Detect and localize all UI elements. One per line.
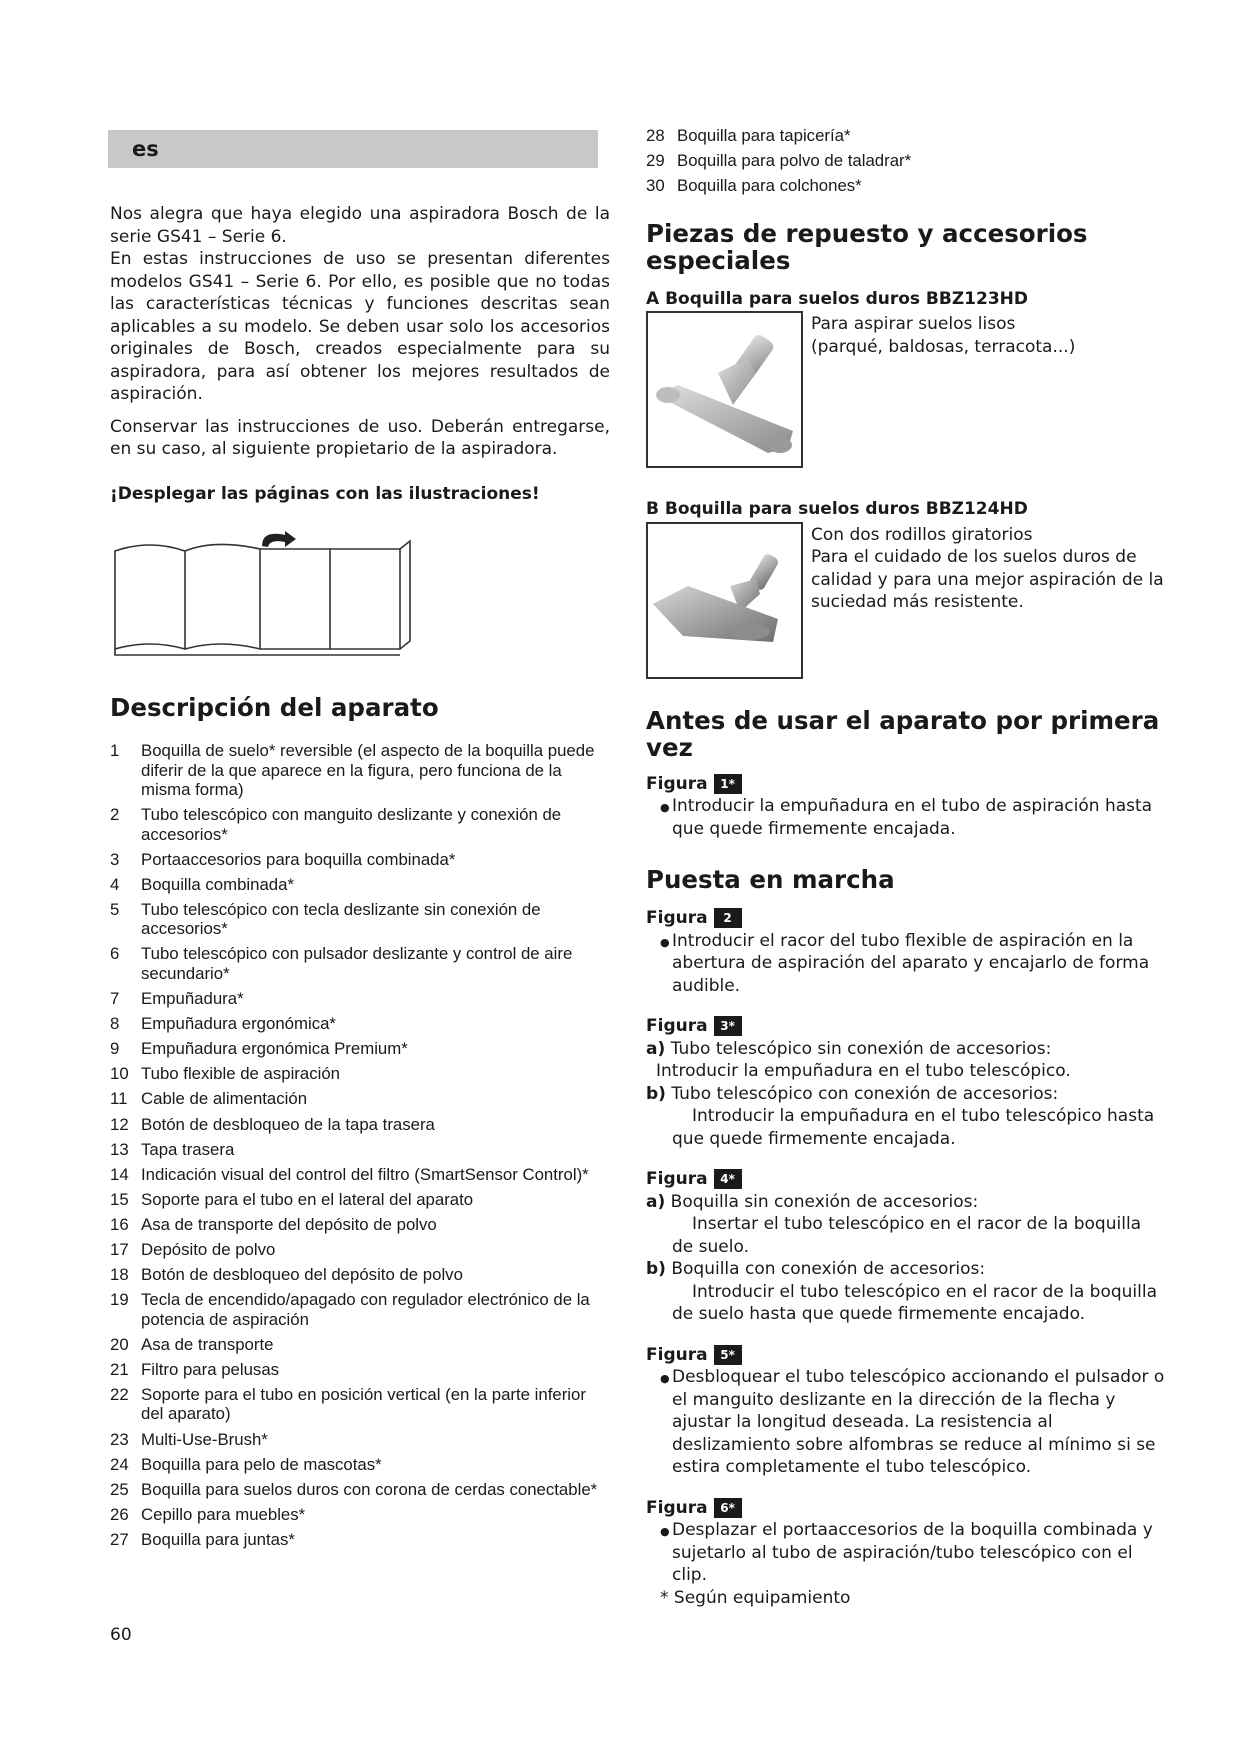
item-text: Boquilla combinada* (141, 874, 294, 894)
description-list-continued (646, 126, 1166, 196)
item-text: Tubo telescópico con manguito deslizante y conexión de accesorios* (141, 805, 562, 844)
description-item (110, 850, 610, 870)
figure-6-step: ● Desplazar el portaaccesorios de la boquilla combinada y sujetarlo al tubo de aspiración/tubo telescópico con el clip. (646, 1519, 1166, 1587)
figure-4-b-step: Introducir el tubo telescópico en el racor de la boquilla de suelo hasta que quede firmemente encajado. (672, 1281, 1158, 1325)
item-text: Empuñadura* (141, 989, 244, 1009)
figure-1-label (646, 773, 1166, 796)
figure-label: Figura (646, 1344, 708, 1365)
description-item (110, 1385, 610, 1424)
item-number: 10 (110, 1064, 129, 1084)
figure-label: Figura (646, 773, 708, 794)
description-item (110, 1115, 610, 1135)
item-text: Tubo telescópico con pulsador deslizante y control de aire secundario* (141, 944, 573, 983)
intro-paragraph-3: Conservar las instrucciones de uso. Deberán entregarse, en su caso, al siguiente propietario de la aspiradora. (110, 416, 610, 459)
footnote: * Según equipamiento (660, 1587, 851, 1608)
figure-1-step: ● Introducir la empuñadura en el tubo de aspiración hasta que quede firmemente encajada. (646, 795, 1166, 840)
figure-3-a (646, 1038, 1166, 1061)
item-text: Empuñadura ergonómica* (141, 1014, 336, 1034)
figure-4-label (646, 1168, 1166, 1191)
description-item (110, 1240, 610, 1260)
spare-parts-title: Piezas de repuesto y accesorios especiales (646, 218, 1088, 275)
figure-3-a-text: Tubo telescópico sin conexión de accesorios: (670, 1038, 1052, 1059)
item-number: 12 (110, 1114, 129, 1134)
description-item (110, 1215, 610, 1235)
intro-section (110, 203, 610, 461)
description-item (110, 1530, 610, 1550)
item-number: 24 (110, 1454, 129, 1474)
intro-paragraph-2: En estas instrucciones de uso se presentan diferentes modelos GS41 – Serie 6. Por ello, es posible que no todas las características técnicas y funciones descritas sean aplicables a su modelo. Se deben usar solo los accesorios originales de Bosch, creados especialmente para su aspiradora, para así obtener los mejores resultados de aspiración. (110, 249, 610, 404)
accessory-a (646, 313, 1166, 468)
hard-floor-nozzle-a-image (646, 311, 803, 468)
item-text: Indicación visual del control del filtro (SmartSensor Control)* (141, 1164, 589, 1184)
figure-6-label (646, 1497, 1166, 1520)
description-item (110, 944, 610, 983)
figure-label: Figura (646, 1016, 708, 1037)
figure-5-badge: 5* (714, 1345, 742, 1365)
item-number: 7 (110, 989, 120, 1009)
figure-4-b (646, 1258, 1166, 1281)
description-item (110, 1064, 610, 1084)
figure-label: Figura (646, 1497, 708, 1518)
description-item (646, 126, 1166, 146)
figure-1-badge: 1* (714, 774, 742, 794)
item-text: Portaaccesorios para boquilla combinada* (141, 849, 456, 869)
item-text: Boquilla para tapicería* (677, 126, 851, 145)
description-item (110, 1140, 610, 1160)
description-item (110, 1430, 610, 1450)
startup-title: Puesta en marcha (646, 865, 895, 895)
item-text: Multi-Use-Brush* (141, 1429, 268, 1449)
item-number: 8 (110, 1014, 120, 1034)
item-text: Boquilla de suelo* reversible (el aspecto de la boquilla puede diferir de la que aparece en la figura, pero funciona de la misma forma) (141, 741, 595, 799)
option-b-key: b) (646, 1259, 666, 1280)
description-item (110, 1014, 610, 1034)
first-use-title: Antes de usar el aparato por primera vez (646, 705, 1160, 762)
item-text: Tubo flexible de aspiración (141, 1064, 341, 1084)
description-item (110, 1039, 610, 1059)
figure-5-step: ● Desbloquear el tubo telescópico accionando el pulsador o el manguito deslizante en la dirección de la flecha y ajustar la longitud deseada. La resistencia al deslizamiento sobre alfombras se reduce al mínimo si se estira completamente el tubo telescópico. (646, 1366, 1166, 1479)
option-b-key: b) (646, 1083, 666, 1104)
description-item (110, 1360, 610, 1380)
description-item (110, 1505, 610, 1525)
item-text: Soporte para el tubo en posición vertical (en la parte inferior del aparato) (141, 1384, 586, 1424)
item-text: Boquilla para juntas* (141, 1529, 295, 1549)
figure-3-b (646, 1083, 1166, 1106)
unfold-notice: ¡Desplegar las páginas con las ilustraciones! (110, 483, 540, 504)
item-text: Boquilla para suelos duros con corona de cerdas conectable* (141, 1479, 598, 1499)
item-number: 1 (110, 741, 120, 760)
option-a-key: a) (646, 1038, 666, 1059)
item-number: 9 (110, 1039, 120, 1059)
item-text: Filtro para pelusas (141, 1359, 280, 1379)
item-text: Boquilla para polvo de taladrar* (677, 151, 912, 171)
item-number: 15 (110, 1189, 129, 1209)
item-number: 13 (110, 1139, 129, 1159)
item-number: 11 (110, 1089, 128, 1109)
unfold-pages-illustration (110, 531, 610, 660)
accessory-a-description (811, 313, 1075, 358)
description-item (646, 176, 1166, 196)
item-text: Botón de desbloqueo del depósito de polvo (141, 1265, 463, 1285)
item-number: 17 (110, 1240, 129, 1259)
language-code: es (132, 137, 159, 161)
item-number: 25 (110, 1479, 129, 1499)
accessory-b-desc-2: Para el cuidado de los suelos duros de calidad y para una mejor aspiración de la suciedad más resistente. (811, 547, 1164, 613)
item-number: 23 (110, 1429, 129, 1449)
description-item (110, 1480, 610, 1500)
item-text: Depósito de polvo (141, 1240, 276, 1259)
item-text: Asa de transporte del depósito de polvo (141, 1214, 437, 1234)
figure-3-a-step: Introducir la empuñadura en el tubo telescópico. (656, 1061, 1071, 1082)
figure-2-step: ● Introducir el racor del tubo flexible de aspiración en la abertura de aspiración del aparato y encajarlo de forma audible. (646, 930, 1166, 998)
figure-3-badge: 3* (714, 1016, 742, 1036)
item-number: 16 (110, 1214, 129, 1234)
description-item (110, 875, 610, 895)
figure-label: Figura (646, 908, 708, 929)
item-text: Tubo telescópico con tecla deslizante sin conexión de accesorios* (141, 899, 541, 939)
description-item (110, 1335, 610, 1355)
item-number: 30 (646, 176, 665, 196)
item-number: 27 (110, 1529, 129, 1549)
description-item (110, 805, 610, 844)
accessory-a-title: A Boquilla para suelos duros BBZ123HD (646, 288, 1029, 309)
description-item (110, 1455, 610, 1475)
item-text: Empuñadura ergonómica Premium* (141, 1039, 408, 1059)
item-text: Boquilla para pelo de mascotas* (141, 1454, 382, 1474)
item-number: 22 (110, 1384, 129, 1404)
description-item (110, 1290, 610, 1329)
item-number: 4 (110, 874, 120, 894)
accessory-a-desc-1: Para aspirar suelos lisos (811, 314, 1016, 335)
description-item (110, 741, 610, 800)
hard-floor-nozzle-b-image (646, 522, 803, 679)
description-item (110, 900, 610, 939)
item-number: 3 (110, 849, 120, 869)
item-text: Botón de desbloqueo de la tapa trasera (141, 1114, 435, 1134)
description-list (110, 741, 610, 1549)
figure-3-b-step: Introducir la empuñadura en el tubo telescópico hasta que quede firmemente encajada. (672, 1106, 1155, 1149)
item-text: Soporte para el tubo en el lateral del aparato (141, 1189, 474, 1209)
item-number: 20 (110, 1334, 129, 1354)
figure-4-b-text: Boquilla con conexión de accesorios: (671, 1259, 986, 1280)
figure-2-badge: 2 (714, 908, 742, 928)
item-number: 5 (110, 899, 120, 919)
item-number: 14 (110, 1164, 129, 1184)
language-header-bar (108, 130, 598, 168)
accessory-b-desc-1: Con dos rodillos giratorios (811, 524, 1033, 545)
description-item (110, 1165, 610, 1185)
right-column (646, 126, 1166, 1609)
item-number: 2 (110, 805, 120, 825)
figure-2-label (646, 907, 1166, 930)
description-item (110, 989, 610, 1009)
figure-4-a-step: Insertar el tubo telescópico en el racor de la boquilla de suelo. (672, 1214, 1142, 1257)
item-number: 28 (646, 126, 665, 145)
item-text: Tapa trasera (141, 1139, 235, 1159)
item-text: Cepillo para muebles* (141, 1504, 306, 1524)
description-item (110, 1089, 610, 1109)
item-text: Tecla de encendido/apagado con regulador electrónico de la potencia de aspiración (141, 1290, 590, 1329)
item-number: 18 (110, 1265, 129, 1285)
accessory-a-desc-2: (parqué, baldosas, terracota...) (811, 336, 1076, 357)
description-item (110, 1190, 610, 1210)
item-text: Boquilla para colchones* (677, 176, 862, 196)
accessory-b-title: B Boquilla para suelos duros BBZ124HD (646, 499, 1028, 520)
item-number: 6 (110, 944, 120, 964)
item-text: Asa de transporte (141, 1334, 274, 1354)
figure-6-badge: 6* (714, 1498, 742, 1518)
figure-4-a-text: Boquilla sin conexión de accesorios: (670, 1191, 979, 1212)
figure-5-label (646, 1344, 1166, 1367)
figure-3-label (646, 1015, 1166, 1038)
item-text: Cable de alimentación (141, 1089, 308, 1109)
figure-4-a (646, 1191, 1166, 1214)
item-number: 29 (646, 151, 665, 171)
item-number: 19 (110, 1290, 129, 1310)
item-number: 26 (110, 1504, 129, 1524)
option-a-key: a) (646, 1191, 666, 1212)
description-item (110, 1265, 610, 1285)
item-number: 21 (110, 1359, 129, 1379)
accessory-b (646, 524, 1166, 679)
intro-paragraph-1: Nos alegra que haya elegido una aspiradora Bosch de la serie GS41 – Serie 6. (110, 204, 610, 247)
description-item (646, 151, 1166, 171)
page-number: 60 (110, 1625, 132, 1645)
description-title: Descripción del aparato (110, 693, 439, 722)
figure-4-badge: 4* (714, 1169, 742, 1189)
figure-3-b-text: Tubo telescópico con conexión de accesorios: (671, 1083, 1059, 1104)
figure-label: Figura (646, 1169, 708, 1190)
left-column (110, 203, 610, 1555)
accessory-b-description (811, 524, 1166, 614)
